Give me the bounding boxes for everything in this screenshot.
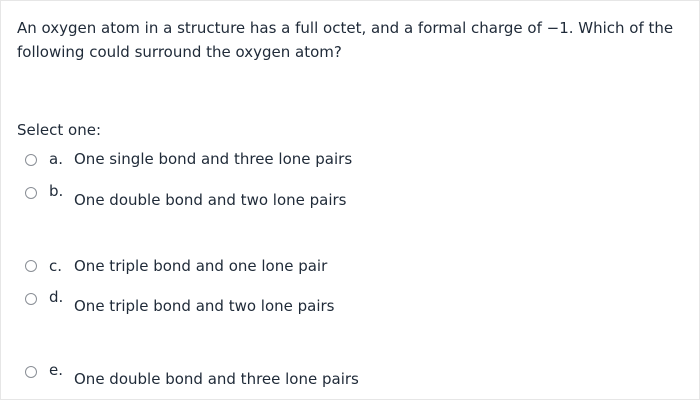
radio-button-a[interactable]: [25, 154, 37, 166]
option-letter-b: b.: [49, 182, 64, 200]
option-text-d[interactable]: One triple bond and two lone pairs: [74, 297, 335, 315]
question-text: An oxygen atom in a structure has a full octet, and a formal charge of −1. Which of the following could surround the oxygen atom?: [17, 19, 674, 61]
option-letter-e: e.: [49, 361, 63, 379]
option-letter-c: c.: [49, 257, 63, 275]
option-text-b[interactable]: One double bond and two lone pairs: [74, 191, 347, 209]
select-one-label: Select one:: [17, 121, 102, 139]
radio-button-c[interactable]: [25, 260, 37, 272]
option-text-e[interactable]: One double bond and three lone pairs: [74, 370, 359, 388]
radio-button-e[interactable]: [25, 366, 37, 378]
option-letter-a: a.: [49, 150, 63, 168]
option-letter-d: d.: [49, 288, 64, 306]
option-text-c[interactable]: One triple bond and one lone pair: [74, 257, 328, 275]
radio-button-b[interactable]: [25, 187, 37, 199]
option-text-a[interactable]: One single bond and three lone pairs: [74, 150, 353, 168]
radio-button-d[interactable]: [25, 293, 37, 305]
